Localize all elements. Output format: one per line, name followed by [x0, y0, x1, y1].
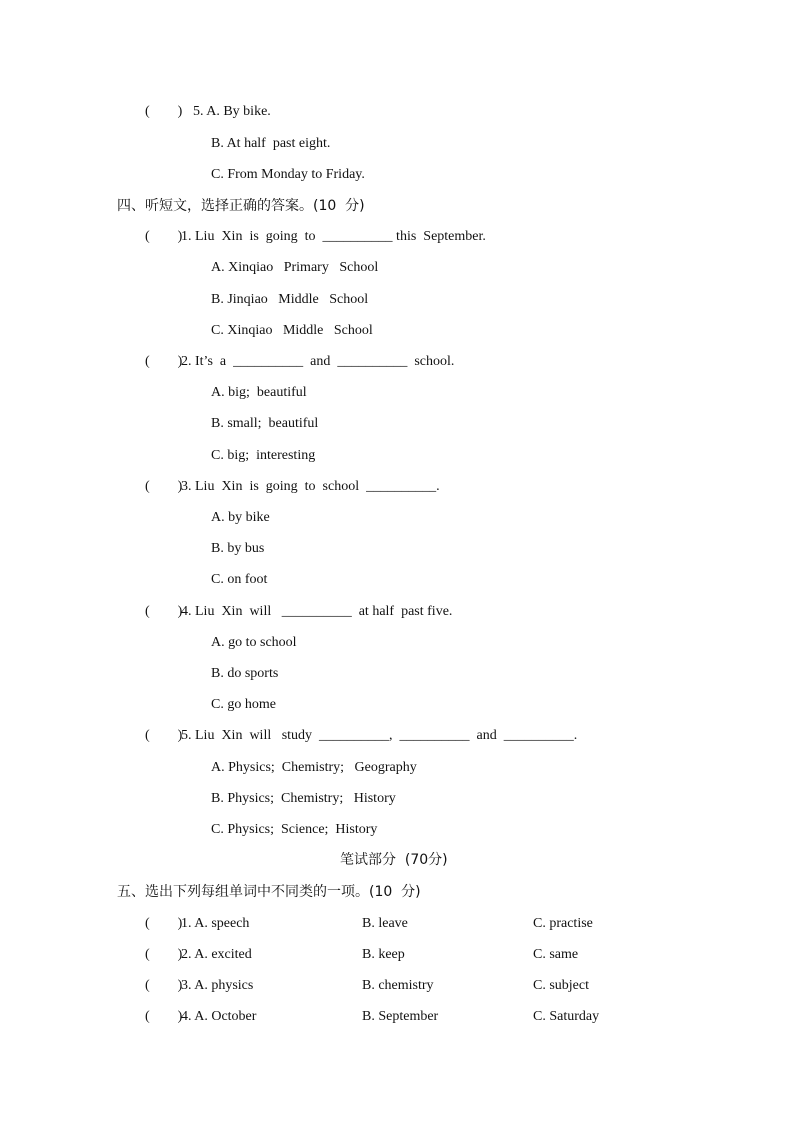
choice-b: B. September — [362, 1009, 439, 1024]
option-c: C. on foot — [211, 572, 268, 587]
choice-c: C. practise — [533, 916, 593, 931]
question-stem: 1. Liu Xin is going to __________ this September. — [181, 229, 486, 244]
answer-paren[interactable]: ( ) — [145, 916, 183, 931]
choice-b: B. leave — [362, 916, 408, 931]
answer-paren[interactable]: ( ) — [145, 604, 183, 619]
choice-a: 3. A. physics — [181, 978, 254, 993]
option-a: A. by bike — [211, 510, 270, 525]
answer-paren[interactable]: ( ) — [145, 479, 183, 494]
question-stem: 2. It’s a __________ and __________ school. — [181, 354, 455, 369]
choice-b: B. keep — [362, 947, 405, 962]
option-c: C. go home — [211, 697, 276, 712]
option-a: A. Xinqiao Primary School — [211, 260, 379, 275]
answer-paren[interactable]: ( ) — [145, 354, 183, 369]
choice-c: C. subject — [533, 978, 589, 993]
option-a: A. go to school — [211, 635, 297, 650]
option-b: B. by bus — [211, 541, 265, 556]
written-part-title: 笔试部分 (70分) — [340, 852, 448, 868]
answer-paren[interactable]: ( ) — [145, 104, 183, 119]
option-c: C. From Monday to Friday. — [211, 167, 365, 182]
answer-paren[interactable]: ( ) — [145, 978, 183, 993]
answer-paren[interactable]: ( ) — [145, 947, 183, 962]
choice-c: C. same — [533, 947, 579, 962]
choice-a: 4. A. October — [181, 1009, 257, 1024]
question-stem: 5. A. By bike. — [193, 104, 271, 119]
option-b: B. Physics; Chemistry; History — [211, 791, 396, 806]
option-b: B. do sports — [211, 666, 279, 681]
question-stem: 4. Liu Xin will __________ at half past five. — [181, 604, 453, 619]
option-b: B. At half past eight. — [211, 136, 331, 151]
choice-a: 1. A. speech — [181, 916, 250, 931]
choice-a: 2. A. excited — [181, 947, 252, 962]
answer-paren[interactable]: ( ) — [145, 728, 183, 743]
option-b: B. Jinqiao Middle School — [211, 292, 369, 307]
option-b: B. small; beautiful — [211, 416, 319, 431]
choice-c: C. Saturday — [533, 1009, 600, 1024]
option-c: C. big; interesting — [211, 448, 316, 463]
section4-heading: 四、听短文，选择正确的答案。(10 分) — [117, 198, 365, 214]
question-stem: 5. Liu Xin will study __________, __________ and __________. — [181, 728, 578, 743]
option-a: A. big; beautiful — [211, 385, 307, 400]
option-c: C. Physics; Science; History — [211, 822, 378, 837]
answer-paren[interactable]: ( ) — [145, 1009, 183, 1024]
section5-heading: 五、选出下列每组单词中不同类的一项。(10 分) — [117, 884, 421, 900]
option-a: A. Physics; Chemistry; Geography — [211, 760, 417, 775]
choice-b: B. chemistry — [362, 978, 434, 993]
answer-paren[interactable]: ( ) — [145, 229, 183, 244]
option-c: C. Xinqiao Middle School — [211, 323, 373, 338]
question-stem: 3. Liu Xin is going to school __________. — [181, 479, 440, 494]
